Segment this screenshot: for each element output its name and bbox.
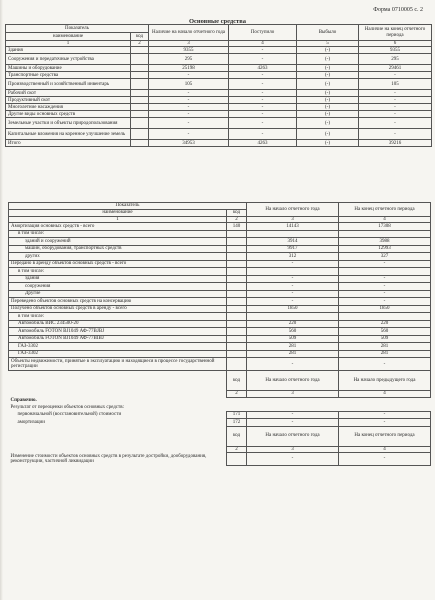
amortization-start-value: -	[247, 260, 339, 268]
asset-name: Машины и оборудование	[6, 65, 131, 72]
chg-header-start: На начало отчетного года	[247, 426, 339, 446]
asset-row	[6, 118, 432, 129]
header-code: код	[131, 33, 149, 41]
amortization-start-value: 281	[247, 350, 339, 358]
header-end: Наличие на конец отчетного периода	[359, 25, 432, 41]
reference-start-value: -	[247, 419, 339, 427]
chg-header-end: На конец отчетного периода	[339, 426, 431, 446]
amortization-row	[9, 335, 431, 343]
asset-end-value: -	[359, 129, 432, 140]
asset-start-value: -	[149, 72, 229, 79]
amortization-name: зданий и сооружений	[9, 238, 227, 246]
asset-end-value: 39216	[359, 140, 432, 147]
column-number: 1	[6, 41, 131, 47]
amortization-code	[227, 230, 247, 238]
amortization-start-value: 220	[247, 320, 339, 328]
amortization-row	[9, 320, 431, 328]
amortization-code	[227, 290, 247, 298]
asset-row	[6, 140, 432, 147]
amortization-row	[9, 253, 431, 261]
asset-code	[131, 79, 149, 90]
amortization-end-value: 560	[339, 328, 431, 336]
column-number: 2	[227, 217, 247, 223]
ref-header-code: код	[227, 371, 247, 391]
asset-row	[6, 72, 432, 79]
amortization-start-value: 1850	[247, 305, 339, 313]
amortization-name: Передано в аренду объектов основных средств - всего	[9, 260, 227, 268]
asset-received-value: -	[229, 129, 297, 140]
asset-row	[6, 104, 432, 111]
asset-row	[6, 129, 432, 140]
asset-start-value: -	[149, 97, 229, 104]
amortization-code	[227, 283, 247, 291]
amortization-row	[9, 230, 431, 238]
reference-code: 171	[227, 411, 247, 419]
header-indicator: Показатель	[6, 25, 149, 33]
amortization-name: здания	[9, 275, 227, 283]
asset-disposed-value: (-)	[297, 47, 359, 54]
amortization-row	[9, 275, 431, 283]
column-number: 3	[247, 446, 339, 452]
asset-disposed-value: (-)	[297, 72, 359, 79]
amortization-row	[9, 245, 431, 253]
column-number: 3	[247, 391, 339, 397]
column-number: 3	[247, 217, 339, 223]
reference-start-value: -	[247, 411, 339, 419]
asset-start-value: 9355	[149, 47, 229, 54]
asset-row	[6, 79, 432, 90]
amortization-name: ГАЗ-3302	[9, 350, 227, 358]
asset-end-value: -	[359, 104, 432, 111]
asset-disposed-value: (-)	[297, 111, 359, 118]
amortization-end-value	[339, 268, 431, 276]
asset-name: Продуктивный скот	[6, 97, 131, 104]
changes-start-value: -	[247, 452, 339, 465]
reference-subtitle: Результат от переоценки объектов основных средств:	[10, 404, 124, 410]
amortization-start-value: -	[247, 275, 339, 283]
amortization-end-value: -	[339, 275, 431, 283]
amortization-start-value: -	[247, 358, 339, 371]
asset-end-value: 105	[359, 79, 432, 90]
asset-name: Здания	[6, 47, 131, 54]
asset-code	[131, 47, 149, 54]
column-number: 2	[131, 41, 149, 47]
amortization-start-value	[247, 230, 339, 238]
changes-code	[227, 452, 247, 465]
asset-end-value: -	[359, 97, 432, 104]
asset-received-value: -	[229, 111, 297, 118]
column-number: 2	[227, 446, 247, 452]
amortization-code	[227, 358, 247, 371]
amortization-code	[227, 298, 247, 306]
amortization-row	[9, 313, 431, 321]
asset-code	[131, 90, 149, 97]
reference-code: 172	[227, 419, 247, 427]
asset-code	[131, 65, 149, 72]
asset-start-value: 295	[149, 54, 229, 65]
asset-disposed-value: (-)	[297, 79, 359, 90]
amortization-name: Автомобиль ВИС 234500-20	[9, 320, 227, 328]
asset-code	[131, 104, 149, 111]
amortization-end-value	[339, 230, 431, 238]
amortization-code	[227, 253, 247, 261]
amortization-end-value: 509	[339, 335, 431, 343]
section-title: Основные средства	[188, 18, 247, 25]
amortization-start-value: 3914	[247, 238, 339, 246]
amort-header-name: наименование	[9, 210, 227, 217]
amortization-code	[227, 343, 247, 351]
amortization-row	[9, 343, 431, 351]
asset-row	[6, 47, 432, 54]
amortization-code	[227, 313, 247, 321]
header-received: Поступило	[229, 25, 297, 41]
asset-name: Сооружения и передаточные устройства	[6, 54, 131, 65]
amortization-end-value: -	[339, 260, 431, 268]
amortization-start-value	[247, 268, 339, 276]
asset-name: Рабочий скот	[6, 90, 131, 97]
column-number: 4	[339, 446, 431, 452]
amortization-start-value: -	[247, 283, 339, 291]
amortization-name: Объекты недвижимости, принятые в эксплуатацию и находящиеся в процессе государственной регистрации	[9, 358, 227, 371]
asset-disposed-value: (-)	[297, 118, 359, 129]
chg-header-code: код	[227, 426, 247, 446]
asset-start-value: -	[149, 129, 229, 140]
asset-start-value: -	[149, 90, 229, 97]
amortization-code: 140	[227, 223, 247, 231]
amortization-name: в том числе:	[9, 268, 227, 276]
amortization-name: других	[9, 253, 227, 261]
asset-disposed-value: (-)	[297, 54, 359, 65]
amortization-name: Другие	[9, 290, 227, 298]
amortization-end-value: -	[339, 298, 431, 306]
amortization-code	[227, 275, 247, 283]
form-number: Форма 0710005 с. 2	[373, 7, 423, 13]
amortization-code	[227, 260, 247, 268]
asset-name: Капитальные вложения на коренное улучшение земель	[6, 129, 131, 140]
amortization-end-value: 281	[339, 350, 431, 358]
amort-header-indicator: Показатель	[9, 203, 247, 210]
amortization-end-value	[339, 313, 431, 321]
amortization-code	[227, 350, 247, 358]
asset-code	[131, 97, 149, 104]
amortization-start-value: -	[247, 298, 339, 306]
header-start: Наличие на начало отчетного года	[149, 25, 229, 41]
asset-received-value: -	[229, 79, 297, 90]
asset-received-value: 4263	[229, 65, 297, 72]
asset-name: Другие виды основных средств	[6, 111, 131, 118]
amortization-end-value: -	[339, 283, 431, 291]
amortization-row	[9, 350, 431, 358]
asset-end-value: 295	[359, 54, 432, 65]
amortization-name: машин, оборудования, транспортных средств	[9, 245, 227, 253]
reference-prev-value: -	[339, 411, 431, 419]
asset-end-value: -	[359, 118, 432, 129]
amortization-end-value: -	[339, 290, 431, 298]
amort-header-code: код	[227, 210, 247, 217]
asset-code	[131, 111, 149, 118]
amortization-end-value: 281	[339, 343, 431, 351]
amortization-name: Переведено объектов основных средств на консервацию	[9, 298, 227, 306]
amortization-end-value: 220	[339, 320, 431, 328]
asset-start-value: 25198	[149, 65, 229, 72]
amortization-code	[227, 305, 247, 313]
amortization-name: в том числе:	[9, 313, 227, 321]
amortization-code	[227, 245, 247, 253]
column-number: 6	[359, 41, 432, 47]
asset-received-value: 4263	[229, 140, 297, 147]
column-number: 3	[149, 41, 229, 47]
amortization-row	[9, 358, 431, 371]
amortization-start-value: 509	[247, 335, 339, 343]
reference-row	[9, 419, 431, 427]
asset-end-value: 29461	[359, 65, 432, 72]
amortization-end-value: 327	[339, 253, 431, 261]
asset-row	[6, 97, 432, 104]
amortization-end-value: -	[339, 358, 431, 371]
asset-code	[131, 72, 149, 79]
column-number: 4	[339, 217, 431, 223]
asset-start-value: 105	[149, 79, 229, 90]
amortization-name: сооружения	[9, 283, 227, 291]
asset-row	[6, 65, 432, 72]
column-number: 4	[339, 391, 431, 397]
amortization-name: ГАЗ-3302	[9, 343, 227, 351]
column-number: 4	[229, 41, 297, 47]
amortization-name: Автомобиль FOTON BJ1049 АФ-77BIBJ	[9, 335, 227, 343]
amortization-code	[227, 328, 247, 336]
asset-code	[131, 129, 149, 140]
reference-prev-value: -	[339, 419, 431, 427]
scan-edge-shadow	[0, 0, 3, 600]
asset-name: Транспортные средства	[6, 72, 131, 79]
amortization-row	[9, 283, 431, 291]
asset-disposed-value: (-)	[297, 129, 359, 140]
amortization-row	[9, 305, 431, 313]
asset-start-value: -	[149, 111, 229, 118]
reference-name: первоначальной (восстановительной) стоимости	[17, 412, 122, 418]
amortization-name: в том числе:	[9, 230, 227, 238]
amortization-name: Автомобиль FOTON BJ1049 АФ-77ВЈВЈ	[9, 328, 227, 336]
reference-title: Справочно.	[10, 397, 37, 403]
asset-code	[131, 118, 149, 129]
amortization-start-value: 560	[247, 328, 339, 336]
asset-name: Итого	[6, 140, 131, 147]
amortization-table	[8, 202, 431, 466]
amortization-name: Амортизация основных средств - всего	[9, 223, 227, 231]
asset-start-value: -	[149, 118, 229, 129]
asset-disposed-value: (-)	[297, 97, 359, 104]
amortization-row	[9, 298, 431, 306]
asset-start-value: -	[149, 104, 229, 111]
amort-header-end: На конец отчетного периода	[339, 203, 431, 217]
asset-end-value: -	[359, 90, 432, 97]
amortization-end-value: 3988	[339, 238, 431, 246]
asset-end-value: -	[359, 72, 432, 79]
amort-header-start: На начало отчетного года	[247, 203, 339, 217]
asset-end-value: 9355	[359, 47, 432, 54]
amortization-start-value: -	[247, 290, 339, 298]
asset-received-value: -	[229, 54, 297, 65]
asset-row	[6, 90, 432, 97]
asset-name: Земельные участки и объекты природопользования	[6, 118, 131, 129]
ref-header-start: На начало отчетного года	[247, 371, 339, 391]
amortization-code	[227, 268, 247, 276]
asset-disposed-value: (-)	[297, 65, 359, 72]
asset-received-value: -	[229, 90, 297, 97]
asset-disposed-value: (-)	[297, 140, 359, 147]
column-number: 2	[227, 391, 247, 397]
amortization-start-value	[247, 313, 339, 321]
amortization-start-value: 9917	[247, 245, 339, 253]
asset-received-value: -	[229, 72, 297, 79]
amortization-end-value: 1850	[339, 305, 431, 313]
changes-end-value: -	[339, 452, 431, 465]
asset-name: Многолетние насаждения	[6, 104, 131, 111]
asset-disposed-value: (-)	[297, 90, 359, 97]
changes-row	[9, 452, 431, 465]
changes-name: Изменение стоимости объектов основных средств в результате достройки, дооборудования, реконструкции, частичной ликвидации	[10, 453, 207, 464]
amortization-code	[227, 320, 247, 328]
column-number: 1	[9, 217, 227, 223]
amortization-row	[9, 223, 431, 231]
amortization-start-value: 281	[247, 343, 339, 351]
asset-code	[131, 54, 149, 65]
reference-row	[9, 411, 431, 419]
amortization-start-value: 312	[247, 253, 339, 261]
asset-row	[6, 54, 432, 65]
fixed-assets-table	[5, 24, 432, 147]
amortization-code	[227, 238, 247, 246]
header-name: наименование	[6, 33, 131, 41]
amortization-end-value: 12993	[339, 245, 431, 253]
asset-start-value: 34953	[149, 140, 229, 147]
asset-code	[131, 140, 149, 147]
amortization-row	[9, 290, 431, 298]
amortization-row	[9, 238, 431, 246]
amortization-row	[9, 260, 431, 268]
amortization-start-value: 14143	[247, 223, 339, 231]
asset-received-value: -	[229, 118, 297, 129]
amortization-code	[227, 335, 247, 343]
asset-end-value: -	[359, 111, 432, 118]
reference-name: амортизации	[17, 419, 45, 425]
asset-received-value: -	[229, 97, 297, 104]
asset-received-value: -	[229, 104, 297, 111]
asset-name: Производственный и хозяйственный инвентарь	[6, 79, 131, 90]
asset-row	[6, 111, 432, 118]
column-number: 5	[297, 41, 359, 47]
amortization-row	[9, 328, 431, 336]
header-disposed: Выбыло	[297, 25, 359, 41]
asset-received-value: -	[229, 47, 297, 54]
amortization-end-value: 17308	[339, 223, 431, 231]
ref-header-prev: На начало предыдущего года	[339, 371, 431, 391]
amortization-name: Получено объектов основных средств в аренду - всего	[9, 305, 227, 313]
amortization-row	[9, 268, 431, 276]
asset-disposed-value: (-)	[297, 104, 359, 111]
